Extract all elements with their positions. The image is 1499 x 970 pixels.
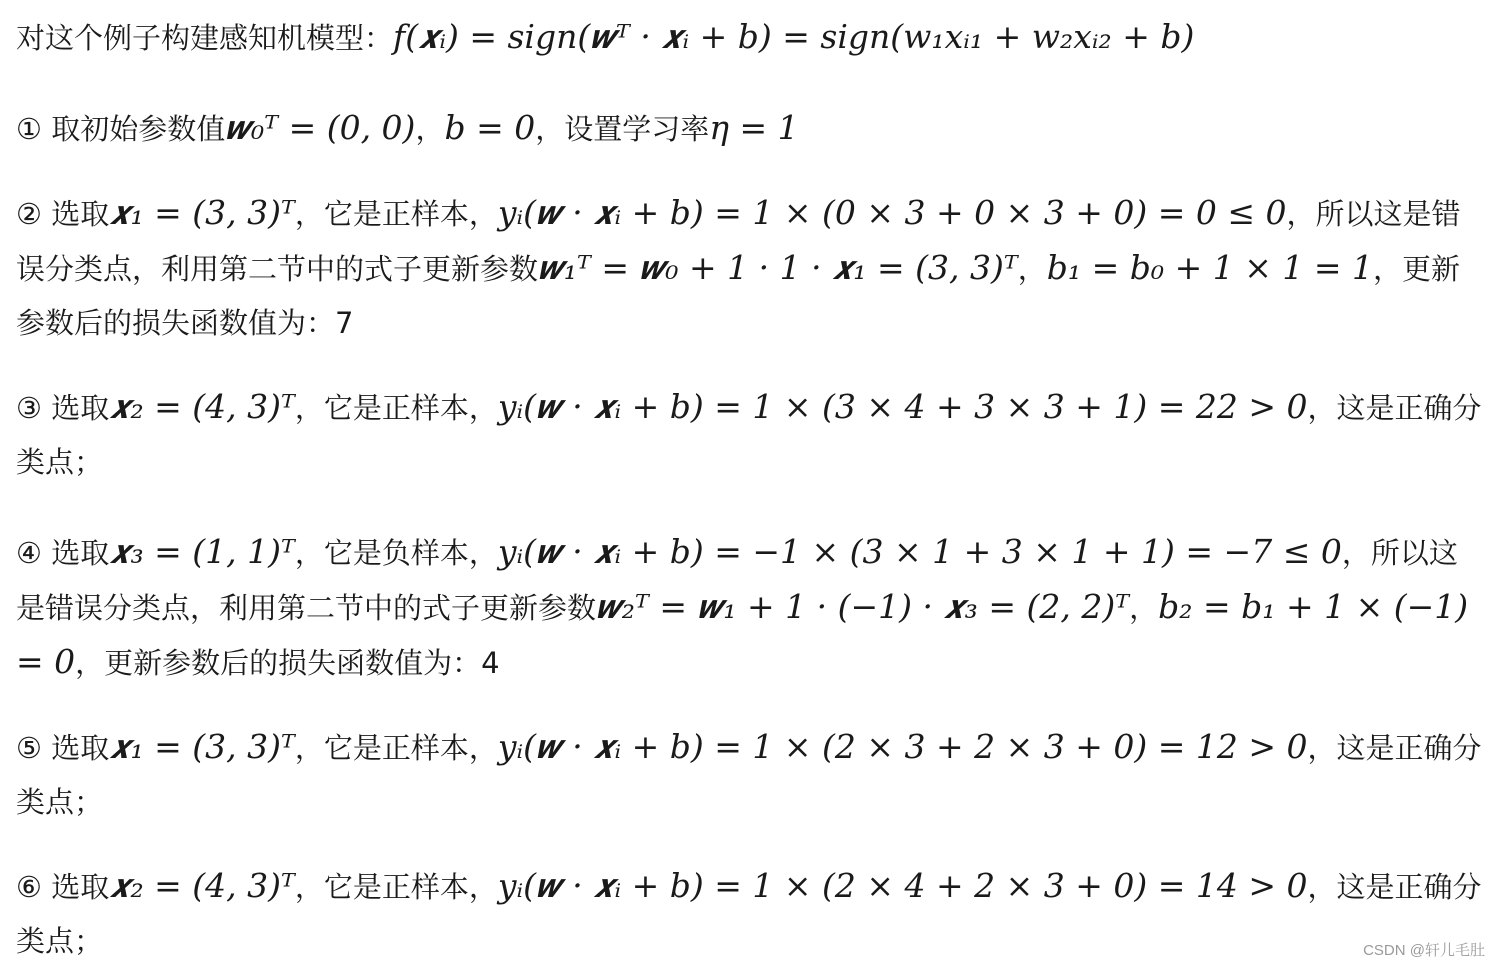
math-expression: b = 0 xyxy=(444,108,536,147)
step-text: ⑤ 选取 xyxy=(16,731,110,765)
step-text: ， xyxy=(415,112,445,146)
math-expression: 𝒘₀ᵀ = (0, 0) xyxy=(225,108,416,147)
math-expression: yᵢ(𝒘 · 𝒙ᵢ + b) = 1 × (2 × 4 + 2 × 3 + 0) = 14 > 0 xyxy=(497,866,1308,905)
step-text: ① 取初始参数值 xyxy=(16,112,226,146)
step-text: ③ 选取 xyxy=(16,391,110,425)
math-expression: η = 1 xyxy=(709,108,799,147)
step-text: ， xyxy=(1129,591,1159,625)
step-text: ，所以这是错误分类点，利用第二节中的式子更新参数 xyxy=(16,536,1458,625)
step-text: ② 选取 xyxy=(16,197,110,231)
math-expression: 𝒘₂ᵀ = 𝒘₁ + 1 · (−1) · 𝒙₃ = (2, 2)ᵀ xyxy=(596,587,1130,626)
math-expression: 𝒙₁ = (3, 3)ᵀ xyxy=(109,193,295,232)
step-6 xyxy=(16,859,1486,968)
step-text: ，这是正确分类点； xyxy=(16,391,1482,479)
math-expression: 𝒘₁ᵀ = 𝒘₀ + 1 · 1 · 𝒙₁ = (3, 3)ᵀ xyxy=(538,248,1018,287)
step-4 xyxy=(16,525,1486,690)
model-formula: f(𝒙ᵢ) = sign(𝒘ᵀ · 𝒙ᵢ + b) = sign(w₁xᵢ₁ + w₂xᵢ₂ + b) xyxy=(393,17,1195,56)
math-expression: b₁ = b₀ + 1 × 1 = 1 xyxy=(1046,248,1373,287)
math-expression: 𝒙₂ = (4, 3)ᵀ xyxy=(109,866,295,905)
intro-text: 对这个例子构建感知机模型： xyxy=(16,21,394,55)
step-text: ，它是负样本， xyxy=(294,536,498,570)
math-expression: b₂ = b₁ + 1 × (−1) = 0 xyxy=(16,587,1469,681)
csdn-watermark: CSDN @轩儿毛肚 xyxy=(1363,942,1485,959)
math-expression: yᵢ(𝒘 · 𝒙ᵢ + b) = 1 × (3 × 4 + 3 × 3 + 1) = 22 > 0 xyxy=(497,387,1308,426)
step-2 xyxy=(16,186,1486,350)
math-expression: 𝒙₃ = (1, 1)ᵀ xyxy=(109,532,295,571)
step-text: ，这是正确分类点； xyxy=(16,731,1482,819)
step-text: ，它是正样本， xyxy=(294,731,498,765)
math-expression: 𝒙₂ = (4, 3)ᵀ xyxy=(109,387,295,426)
step-text: ，它是正样本， xyxy=(294,870,498,904)
math-expression: 𝒙₁ = (3, 3)ᵀ xyxy=(109,727,295,766)
step-text: ⑥ 选取 xyxy=(16,870,110,904)
document-body xyxy=(16,10,1486,968)
step-5 xyxy=(16,720,1486,829)
math-expression: yᵢ(𝒘 · 𝒙ᵢ + b) = −1 × (3 × 1 + 3 × 1 + 1) = −7 ≤ 0 xyxy=(497,532,1342,571)
intro-paragraph xyxy=(16,10,1486,65)
math-expression: yᵢ(𝒘 · 𝒙ᵢ + b) = 1 × (2 × 3 + 2 × 3 + 0) = 12 > 0 xyxy=(497,727,1308,766)
step-text: ，它是正样本， xyxy=(294,391,498,425)
step-text: ， xyxy=(1017,252,1047,286)
step-text: ，它是正样本， xyxy=(294,197,498,231)
step-text: ，所以这是错误分类点，利用第二节中的式子更新参数 xyxy=(16,197,1461,286)
step-text: ，更新参数后的损失函数值为：7 xyxy=(16,252,1460,340)
step-text: ，更新参数后的损失函数值为：4 xyxy=(75,646,500,680)
step-text: ④ 选取 xyxy=(16,536,110,570)
step-1 xyxy=(16,101,1486,156)
step-3 xyxy=(16,380,1486,489)
step-text: ，设置学习率 xyxy=(535,112,710,146)
math-expression: yᵢ(𝒘 · 𝒙ᵢ + b) = 1 × (0 × 3 + 0 × 3 + 0) = 0 ≤ 0 xyxy=(497,193,1287,232)
step-text: ，这是正确分类点； xyxy=(16,870,1482,958)
